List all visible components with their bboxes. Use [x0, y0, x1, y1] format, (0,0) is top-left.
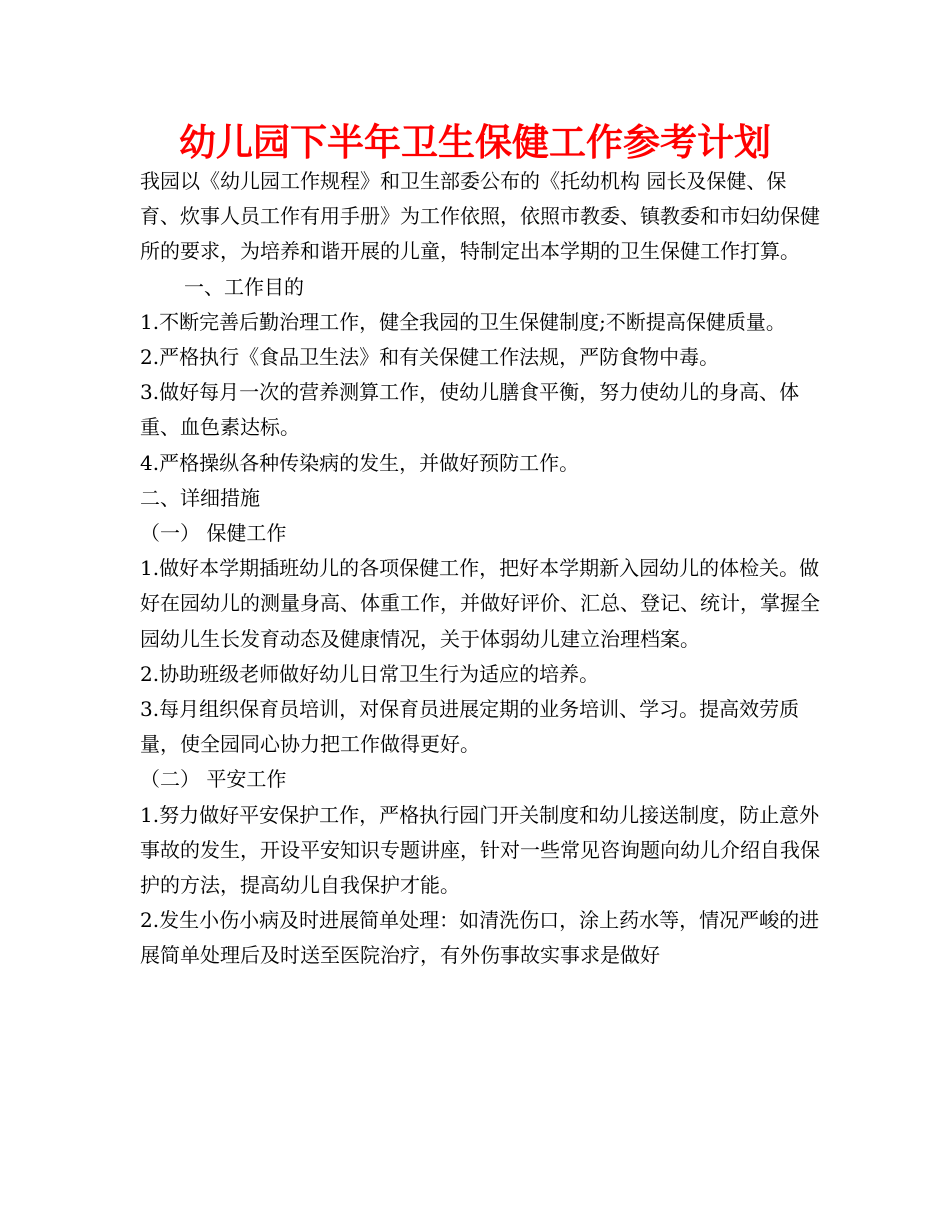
subsection-heading-safety: （二） 平安工作 [140, 767, 287, 792]
section-heading-measures: 二、详细措施 [140, 485, 260, 510]
goal-item-3: 3.做好每月一次的营养测算工作，使幼儿膳食平衡，努力使幼儿的身高、体重、血色素达标。 [140, 380, 800, 440]
goal-item-1: 1.不断完善后勤治理工作，健全我园的卫生保健制度;不断提高保健质量。 [140, 309, 786, 334]
intro-paragraph: 我园以《幼儿园工作规程》和卫生部委公布的《托幼机构 园长及保健、保育、炊事人员工作有用手册》为工作依照，依照市教委、镇教委和市妇幼保健所的要求，为培养和谐开展的儿童，特制定出本学期的卫生保健工作打算。 [140, 169, 820, 264]
document-body [140, 164, 820, 974]
health-item-2: 2.协助班级老师做好幼儿日常卫生行为适应的培养。 [140, 661, 600, 686]
subsection-heading-health: （一） 保健工作 [140, 521, 287, 546]
document-title: 幼儿园下半年卫生保健工作参考计划 [179, 121, 771, 164]
safety-item-2: 2.发生小伤小病及时进展简单处理：如清洗伤口，涂上药水等，情况严峻的进展简单处理后及时送至医院治疗，有外伤事故实事求是做好 [140, 908, 820, 968]
section-heading-goals: 一、工作目的 [184, 274, 304, 299]
health-item-1: 1.做好本学期插班幼儿的各项保健工作，把好本学期新入园幼儿的体检关。做好在园幼儿的测量身高、体重工作，并做好评价、汇总、登记、统计，掌握全园幼儿生长发育动态及健康情况，关于体弱幼儿建立治理档案。 [140, 556, 820, 651]
health-item-3: 3.每月组织保育员培训，对保育员进展定期的业务培训、学习。提高效劳质量，使全园同心协力把工作做得更好。 [140, 697, 800, 757]
goal-item-4: 4.严格操纵各种传染病的发生，并做好预防工作。 [140, 450, 580, 475]
goal-item-2: 2.严格执行《食品卫生法》和有关保健工作法规，严防食物中毒。 [140, 345, 720, 370]
safety-item-1: 1.努力做好平安保护工作，严格执行园门开关制度和幼儿接送制度，防止意外事故的发生，开设平安知识专题讲座，针对一些常见咨询题向幼儿介绍自我保护的方法，提高幼儿自我保护才能。 [140, 802, 820, 898]
